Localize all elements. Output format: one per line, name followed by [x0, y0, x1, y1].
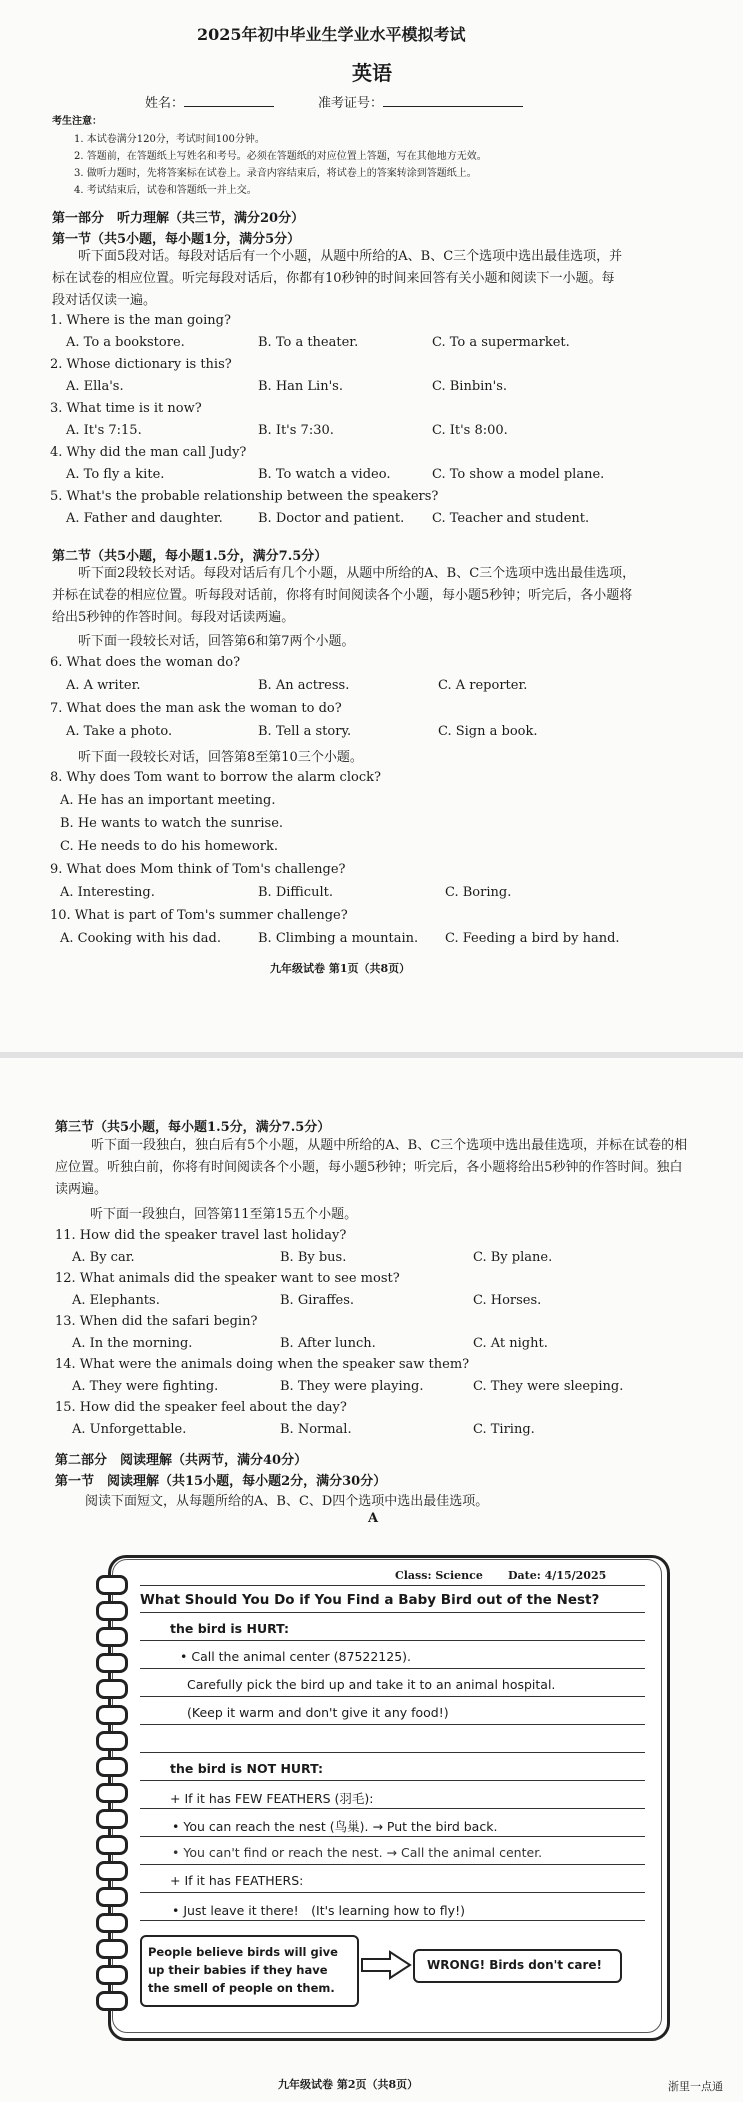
- question-stem: 6. What does the woman do?: [50, 655, 241, 670]
- ruled-line: [140, 1864, 645, 1865]
- spiral-ring-icon: [96, 1783, 128, 1803]
- option-a[interactable]: A. Elephants.: [72, 1293, 160, 1308]
- spiral-ring-icon: [96, 1965, 128, 1985]
- option-b[interactable]: B. He wants to watch the sunrise.: [60, 816, 284, 831]
- wrong-box: [413, 1949, 622, 1983]
- question-stem: 11. How did the speaker travel last holiday?: [55, 1228, 347, 1243]
- option-a[interactable]: A. Unforgettable.: [72, 1422, 187, 1437]
- ruled-line: [140, 1780, 645, 1781]
- question-stem: 13. When did the safari begin?: [55, 1314, 258, 1329]
- spiral-ring-icon: [96, 1887, 128, 1907]
- option-b[interactable]: B. By bus.: [280, 1250, 347, 1265]
- ruled-line: [140, 1696, 645, 1697]
- ruled-line: [140, 1612, 645, 1613]
- option-c[interactable]: C. To a supermarket.: [432, 335, 570, 350]
- note-item: 1. 本试卷满分120分，考试时间100分钟。: [74, 134, 265, 145]
- belief-bubble: [140, 1935, 359, 2007]
- few-feathers-heading: + If it has FEW FEATHERS (羽毛):: [170, 1791, 374, 1806]
- option-c[interactable]: C. Horses.: [473, 1293, 542, 1308]
- hurt-note: (Keep it warm and don't give it any food!): [187, 1705, 449, 1720]
- option-c[interactable]: C. Sign a book.: [438, 724, 538, 739]
- question-stem: 1. Where is the man going?: [50, 313, 231, 328]
- exam-title: 2025年初中毕业生学业水平模拟考试: [197, 25, 466, 44]
- option-b[interactable]: B. To watch a video.: [258, 467, 391, 482]
- option-c[interactable]: C. Boring.: [445, 885, 512, 900]
- option-b[interactable]: B. Climbing a mountain.: [258, 931, 419, 946]
- option-b[interactable]: B. Doctor and patient.: [258, 511, 405, 526]
- part1-title: 第一部分 听力理解（共三节，满分20分）: [52, 211, 305, 226]
- ruled-line: [140, 1892, 645, 1893]
- spiral-ring-icon: [96, 1575, 128, 1595]
- option-c[interactable]: C. To show a model plane.: [432, 467, 605, 482]
- question-stem: 7. What does the man ask the woman to do?: [50, 701, 342, 716]
- hurt-step: • Call the animal center (87522125).: [180, 1649, 412, 1664]
- option-b[interactable]: B. After lunch.: [280, 1336, 376, 1351]
- belief-text: People believe birds will give up their babies if they have the smell of people on them.: [148, 1945, 338, 1995]
- question-stem: 12. What animals did the speaker want to see most?: [55, 1271, 400, 1286]
- part2-instructions: 阅读下面短文，从每题所给的A、B、C、D四个选项中选出最佳选项。: [85, 1494, 489, 1509]
- option-b[interactable]: B. Tell a story.: [258, 724, 352, 739]
- wrong-text: WRONG! Birds don't care!: [427, 1958, 603, 1972]
- notes-title: 考生注意：: [52, 116, 102, 127]
- option-c[interactable]: C. They were sleeping.: [473, 1379, 624, 1394]
- option-c[interactable]: C. Feeding a bird by hand.: [445, 931, 620, 946]
- page-footer: 九年级试卷 第1页（共8页）: [270, 962, 411, 975]
- option-b[interactable]: B. Difficult.: [258, 885, 333, 900]
- spiral-ring-icon: [96, 1627, 128, 1647]
- spiral-ring-icon: [96, 1705, 128, 1725]
- arrow-right-icon: [360, 1950, 412, 1980]
- option-c[interactable]: C. He needs to do his homework.: [60, 839, 278, 854]
- not-hurt-heading: the bird is NOT HURT:: [170, 1761, 323, 1776]
- option-b[interactable]: B. To a theater.: [258, 335, 359, 350]
- question-stem: 14. What were the animals doing when the speaker saw them?: [55, 1357, 470, 1372]
- question-stem: 3. What time is it now?: [50, 401, 202, 416]
- ruled-line: [140, 1836, 645, 1837]
- spiral-ring-icon: [96, 1913, 128, 1933]
- sec3-instructions: 听下面一段独白，独白后有5个小题，从题中所给的A、B、C三个选项中选出最佳选项，并标在试卷的相应位置。听独白前，你将有时间阅读各个小题，每小题5秒钟；听完后，各小题将给出5秒钟的作答时间。独白读两遍。: [55, 1138, 688, 1197]
- feathers-heading: + If it has FEATHERS:: [170, 1873, 304, 1888]
- question-stem: 4. Why did the man call Judy?: [50, 445, 247, 460]
- option-c[interactable]: C. At night.: [473, 1336, 548, 1351]
- option-c[interactable]: C. A reporter.: [438, 678, 528, 693]
- subject-heading: 英语: [352, 61, 392, 85]
- option-b[interactable]: B. It's 7:30.: [258, 423, 334, 438]
- few-feathers-case: • You can't find or reach the nest. → Call the animal center.: [172, 1845, 543, 1860]
- hurt-step: Carefully pick the bird up and take it to an animal hospital.: [187, 1677, 556, 1692]
- sec1-title: 第一节（共5小题，每小题1分，满分5分）: [52, 232, 301, 247]
- ruled-line: [140, 1640, 645, 1641]
- option-a[interactable]: A. Father and daughter.: [66, 511, 223, 526]
- question-stem: 2. Whose dictionary is this?: [50, 357, 232, 372]
- note-item: 4. 考试结束后，试卷和答题纸一并上交。: [74, 185, 257, 196]
- question-stem: 5. What's the probable relationship between the speakers?: [50, 489, 439, 504]
- sec3-intro: 听下面一段独白，回答第11至第15五个小题。: [90, 1207, 358, 1222]
- option-b[interactable]: B. They were playing.: [280, 1379, 424, 1394]
- question-stem: 10. What is part of Tom's summer challenge?: [50, 908, 348, 923]
- spiral-ring-icon: [96, 1653, 128, 1673]
- class-label: Class: Science: [395, 1569, 483, 1582]
- date-label: Date: 4/15/2025: [508, 1569, 607, 1582]
- sec1-instructions: 听下面5段对话。每段对话后有一个小题，从题中所给的A、B、C三个选项中选出最佳选项，并标在试卷的相应位置。听完每段对话后，你都有10秒钟的时间来回答有关小题和阅读下一小题。每段对话仅读一遍。: [52, 249, 623, 308]
- option-a[interactable]: A. It's 7:15.: [66, 423, 142, 438]
- option-a[interactable]: A. To fly a kite.: [66, 467, 165, 482]
- sec3-title: 第三节（共5小题，每小题1.5分，满分7.5分）: [55, 1120, 331, 1135]
- ruled-line: [140, 1668, 645, 1669]
- option-a[interactable]: A. A writer.: [66, 678, 141, 693]
- sec2-intro: 听下面一段较长对话，回答第8至第10三个小题。: [78, 750, 363, 765]
- spiral-ring-icon: [96, 1939, 128, 1959]
- id-label: 准考证号：: [318, 96, 384, 111]
- spiral-ring-icon: [96, 1757, 128, 1777]
- note-item: 2. 答题前，在答题纸上写姓名和考号。必须在答题纸的对应位置上答题，写在其他地方无效。: [74, 151, 487, 162]
- ruled-line: [140, 1752, 645, 1753]
- option-a[interactable]: A. In the morning.: [72, 1336, 193, 1351]
- option-a[interactable]: A. Cooking with his dad.: [60, 931, 221, 946]
- ruled-line: [140, 1920, 645, 1921]
- id-field[interactable]: [318, 92, 523, 111]
- question-stem: 9. What does Mom think of Tom's challenge?: [50, 862, 346, 877]
- option-b[interactable]: B. An actress.: [258, 678, 350, 693]
- sec2-intro: 听下面一段较长对话，回答第6和第7两个小题。: [78, 634, 355, 649]
- hurt-heading: the bird is HURT:: [170, 1621, 289, 1636]
- option-c[interactable]: C. Tiring.: [473, 1422, 535, 1437]
- question-stem: 15. How did the speaker feel about the day?: [55, 1400, 347, 1415]
- option-a[interactable]: A. Ella's.: [66, 379, 124, 394]
- ruled-line: [140, 1724, 645, 1725]
- option-a[interactable]: A. To a bookstore.: [66, 335, 185, 350]
- feathers-case: • Just leave it there! (It's learning how to fly!): [172, 1903, 465, 1918]
- option-b[interactable]: B. Han Lin's.: [258, 379, 343, 394]
- option-b[interactable]: B. Giraffes.: [280, 1293, 355, 1308]
- ruled-line: [140, 1808, 645, 1809]
- question-stem: 8. Why does Tom want to borrow the alarm clock?: [50, 770, 381, 785]
- watermark: 浙里一点通: [668, 2080, 723, 2093]
- name-field[interactable]: [145, 92, 274, 111]
- option-a[interactable]: A. Interesting.: [60, 885, 155, 900]
- part2-title: 第二部分 阅读理解（共两节，满分40分）: [55, 1453, 308, 1468]
- option-a[interactable]: A. They were fighting.: [72, 1379, 219, 1394]
- option-c[interactable]: C. By plane.: [473, 1250, 553, 1265]
- note-item: 3. 做听力题时，先将答案标在试卷上。录音内容结束后，将试卷上的答案转涂到答题纸上。: [74, 168, 477, 179]
- ruled-line: [140, 1585, 645, 1586]
- few-feathers-case: • You can reach the nest (鸟巢). → Put the bird back.: [172, 1819, 498, 1834]
- spiral-ring-icon: [96, 1731, 128, 1751]
- option-a[interactable]: A. Take a photo.: [66, 724, 173, 739]
- spiral-ring-icon: [96, 1861, 128, 1881]
- spiral-ring-icon: [96, 1835, 128, 1855]
- option-c[interactable]: C. Teacher and student.: [432, 511, 590, 526]
- option-a[interactable]: A. He has an important meeting.: [60, 793, 276, 808]
- option-c[interactable]: C. It's 8:00.: [432, 423, 508, 438]
- sec2-title: 第二节（共5小题，每小题1.5分，满分7.5分）: [52, 549, 328, 564]
- notebook-heading: What Should You Do if You Find a Baby Bird out of the Nest?: [140, 1592, 600, 1608]
- spiral-ring-icon: [96, 1679, 128, 1699]
- name-blank[interactable]: [184, 94, 274, 107]
- spiral-ring-icon: [96, 1991, 128, 2011]
- spiral-ring-icon: [96, 1809, 128, 1829]
- part2-sec1-title: 第一节 阅读理解（共15小题，每小题2分，满分30分）: [55, 1474, 387, 1489]
- option-a[interactable]: A. By car.: [72, 1250, 135, 1265]
- page-footer: 九年级试卷 第2页（共8页）: [278, 2078, 419, 2091]
- passage-label: A: [368, 1511, 379, 1526]
- id-blank[interactable]: [383, 94, 523, 107]
- option-c[interactable]: C. Binbin's.: [432, 379, 508, 394]
- name-label: 姓名：: [145, 96, 185, 111]
- spiral-ring-icon: [96, 1601, 128, 1621]
- option-b[interactable]: B. Normal.: [280, 1422, 352, 1437]
- sec2-instructions: 听下面2段较长对话。每段对话后有几个小题，从题中所给的A、B、C三个选项中选出最佳选项，并标在试卷的相应位置。听每段对话前，你将有时间阅读各个小题，每小题5秒钟；听完后，各小题将给出5秒钟的作答时间。每段对话读两遍。: [52, 566, 636, 625]
